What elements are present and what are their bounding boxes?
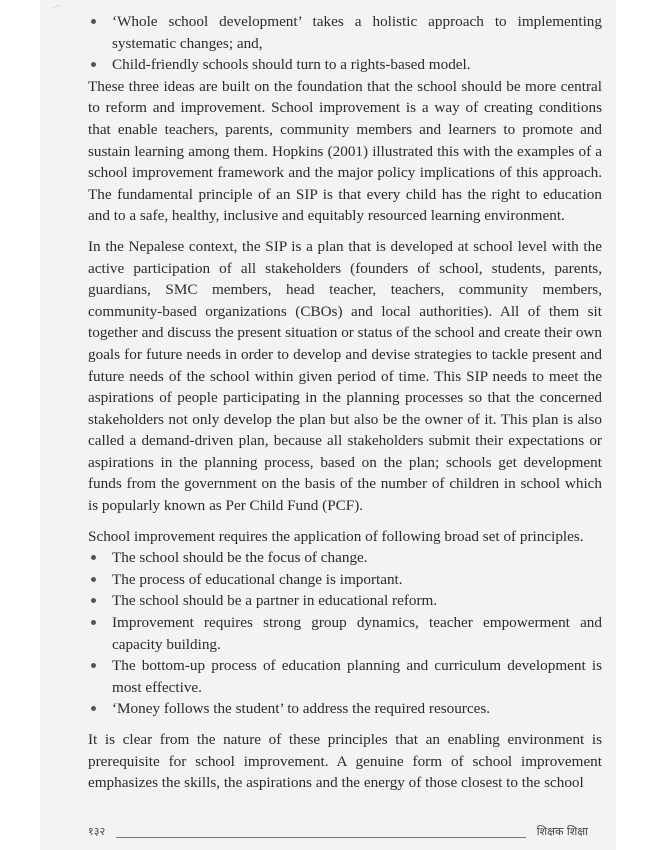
running-title: शिक्षक शिक्षा — [536, 825, 588, 838]
list-item-text: The bottom-up process of education planning and curriculum development is most effective. — [112, 657, 602, 696]
bullet-icon — [91, 555, 96, 560]
list-item — [88, 547, 602, 569]
principles-list — [88, 547, 602, 720]
list-item — [88, 655, 602, 698]
list-item — [88, 612, 602, 655]
list-item — [88, 54, 602, 76]
paragraph-sip-foundation: These three ideas are built on the foundation that the school should be more central to reform and improvement. School improvement is a way of creating conditions that enable teachers, parents, community members and learners to promote and sustain learning among them. Hopkins (2001) illustrated this with the examples of a school improvement framework and the major policy implications of this approach. The fundamental principle of an SIP is that every child has the right to education and to a safe, healthy, inclusive and equitably resourced learning environment. — [88, 77, 602, 225]
bullet-icon — [91, 577, 96, 582]
bullet-icon — [91, 706, 96, 711]
list-item — [88, 11, 602, 54]
list-item-text: The process of educational change is important. — [112, 570, 403, 588]
page-body — [88, 11, 602, 794]
paragraph-nepalese-context: In the Nepalese context, the SIP is a plan that is developed at school level with the active participation of all stakeholders (founders of school, students, parents, guardians, SMC members, head teacher, teachers, community members, community-based organizations (CBOs) and local authorities). All of them sit together and discuss the present situation or status of the school and create their own goals for future needs in order to develop and devise strategies to tackle present and future needs of the school within given period of time. This SIP needs to meet the aspirations of people participating in the planning processes so that the concerned stakeholders not only develop the plan but also be the owner of it. This plan is also called a demand-driven plan, because all stakeholders submit their expectations or aspirations in the planning process, based on the plan; schools get development funds from the government on the basis of the number of children in school which is popularly known as Per Child Fund (PCF). — [88, 237, 602, 515]
list-item-text: ‘Whole school development’ takes a holistic approach to implementing systematic changes; and, — [112, 13, 602, 52]
page-footer — [88, 824, 602, 844]
bullet-icon — [91, 663, 96, 668]
list-item — [88, 698, 602, 720]
list-item-text: Child-friendly schools should turn to a rights-based model. — [112, 56, 471, 74]
paragraph-principles-intro: School improvement requires the application of following broad set of principles. — [88, 527, 584, 545]
bullet-icon — [91, 62, 96, 67]
list-item — [88, 590, 602, 612]
list-item-text: The school should be a partner in educational reform. — [112, 592, 438, 610]
list-item-text: ‘Money follows the student’ to address the required resources. — [112, 700, 491, 718]
bullet-icon — [91, 620, 96, 625]
top-bullet-list — [88, 11, 602, 76]
bullet-icon — [91, 598, 96, 603]
list-item-text: The school should be the focus of change. — [112, 549, 368, 567]
paragraph-enabling-environment: It is clear from the nature of these principles that an enabling environment is prerequisite for school improvement. A genuine form of school improvement emphasizes the skills, the aspirations and the energy of those closest to the school — [88, 731, 602, 792]
list-item — [88, 569, 602, 591]
list-item-text: Improvement requires strong group dynamics, teacher empowerment and capacity building. — [112, 614, 602, 653]
footer-rule — [116, 837, 526, 838]
bullet-icon — [91, 19, 96, 24]
page-number: १३२ — [88, 825, 106, 838]
